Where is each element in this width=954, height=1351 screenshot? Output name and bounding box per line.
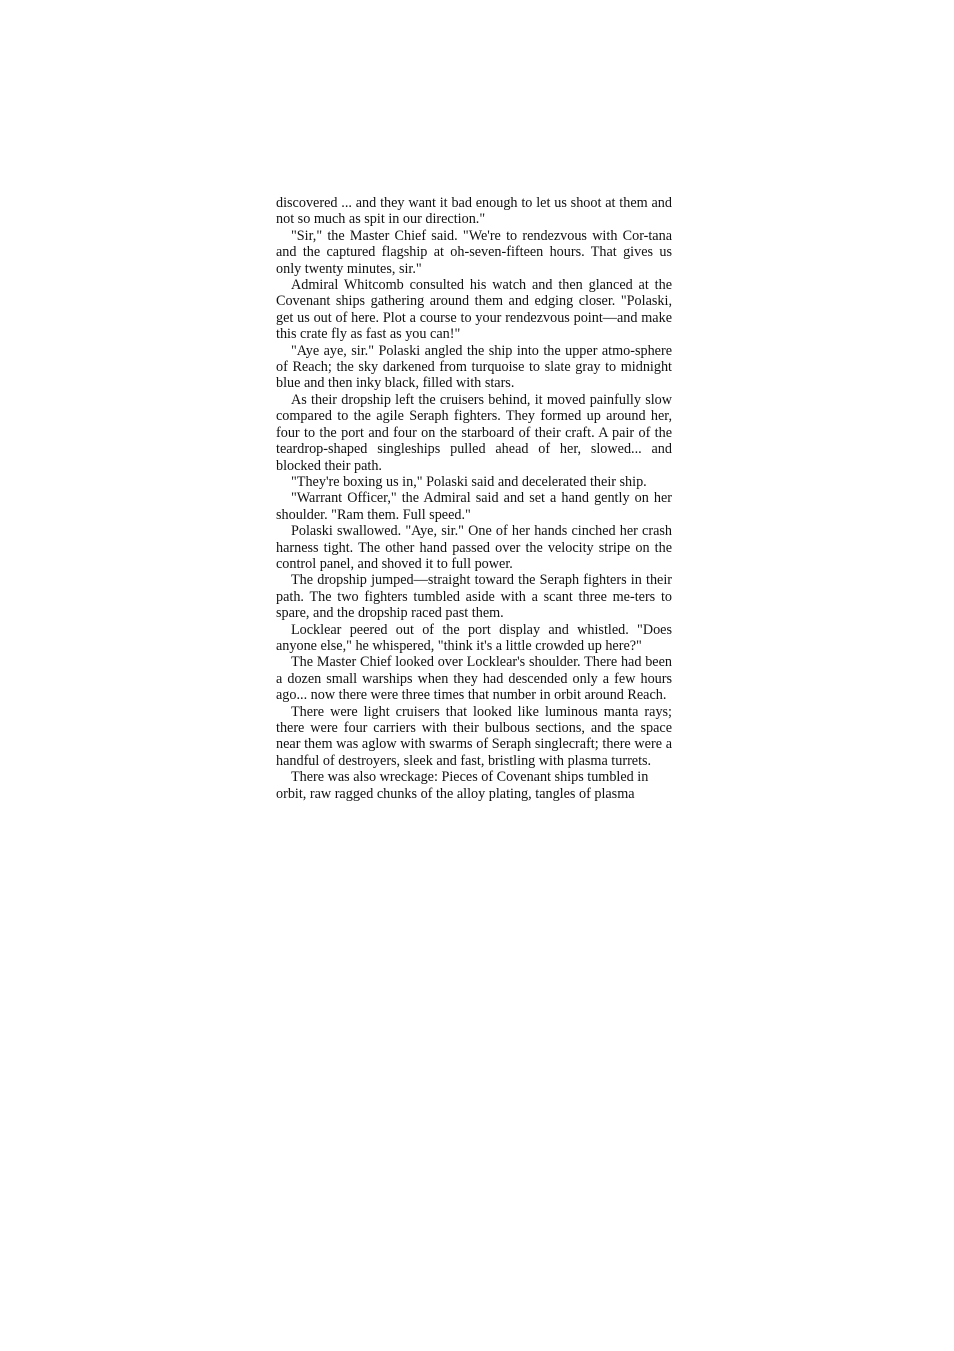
page-body-text xyxy=(276,195,672,802)
paragraph: discovered ... and they want it bad enough to let us shoot at them and not so much as spit in our direction." xyxy=(276,195,672,228)
paragraph: Admiral Whitcomb consulted his watch and then glanced at the Covenant ships gathering around them and edging closer. "Polaski, get us out of here. Plot a course to your rendezvous point—and make this crate fly as fast as you can!" xyxy=(276,277,672,343)
paragraph: There were light cruisers that looked like luminous manta rays; there were four carriers with their bulbous sections, and the space near them was aglow with swarms of Seraph singlecraft; there were a handful of destroyers, sleek and fast, bristling with plasma turrets. xyxy=(276,703,672,769)
paragraph: "Warrant Officer," the Admiral said and set a hand gently on her shoulder. "Ram them. Full speed." xyxy=(276,490,672,523)
paragraph: "Aye aye, sir." Polaski angled the ship into the upper atmo-sphere of Reach; the sky darkened from turquoise to slate gray to midnight blue and then inky black, filled with stars. xyxy=(276,342,672,392)
paragraph: "Sir," the Master Chief said. "We're to rendezvous with Cor-tana and the captured flagship at oh-seven-fifteen hours. That gives us only twenty minutes, sir." xyxy=(276,227,672,277)
paragraph-last: There was also wreckage: Pieces of Covenant ships tumbled in orbit, raw ragged chunks of the alloy plating, tangles of plasma xyxy=(276,769,649,802)
paragraph: The dropship jumped—straight toward the Seraph fighters in their path. The two fighters tumbled aside with a scant three me-ters to spare, and the dropship raced past them. xyxy=(276,572,672,622)
paragraph: Polaski swallowed. "Aye, sir." One of her hands cinched her crash harness tight. The other hand passed over the velocity stripe on the control panel, and shoved it to full power. xyxy=(276,523,672,572)
paragraph: The Master Chief looked over Locklear's shoulder. There had been a dozen small warships when they had descended only a few hours ago... now there were three times that number in orbit around Reach. xyxy=(276,654,672,704)
paragraph: "They're boxing us in," Polaski said and decelerated their ship. xyxy=(291,473,647,490)
paragraph: Locklear peered out of the port display and whistled. "Does anyone else," he whispered, "think it's a little crowded up here?" xyxy=(276,621,672,654)
paragraph: As their dropship left the cruisers behind, it moved painfully slow compared to the agile Seraph fighters. They formed up around her, four to the port and four on the starboard of their craft. A pair of the teardrop-shaped singleships pulled ahead of her, slowed... and blocked their path. xyxy=(276,391,672,474)
